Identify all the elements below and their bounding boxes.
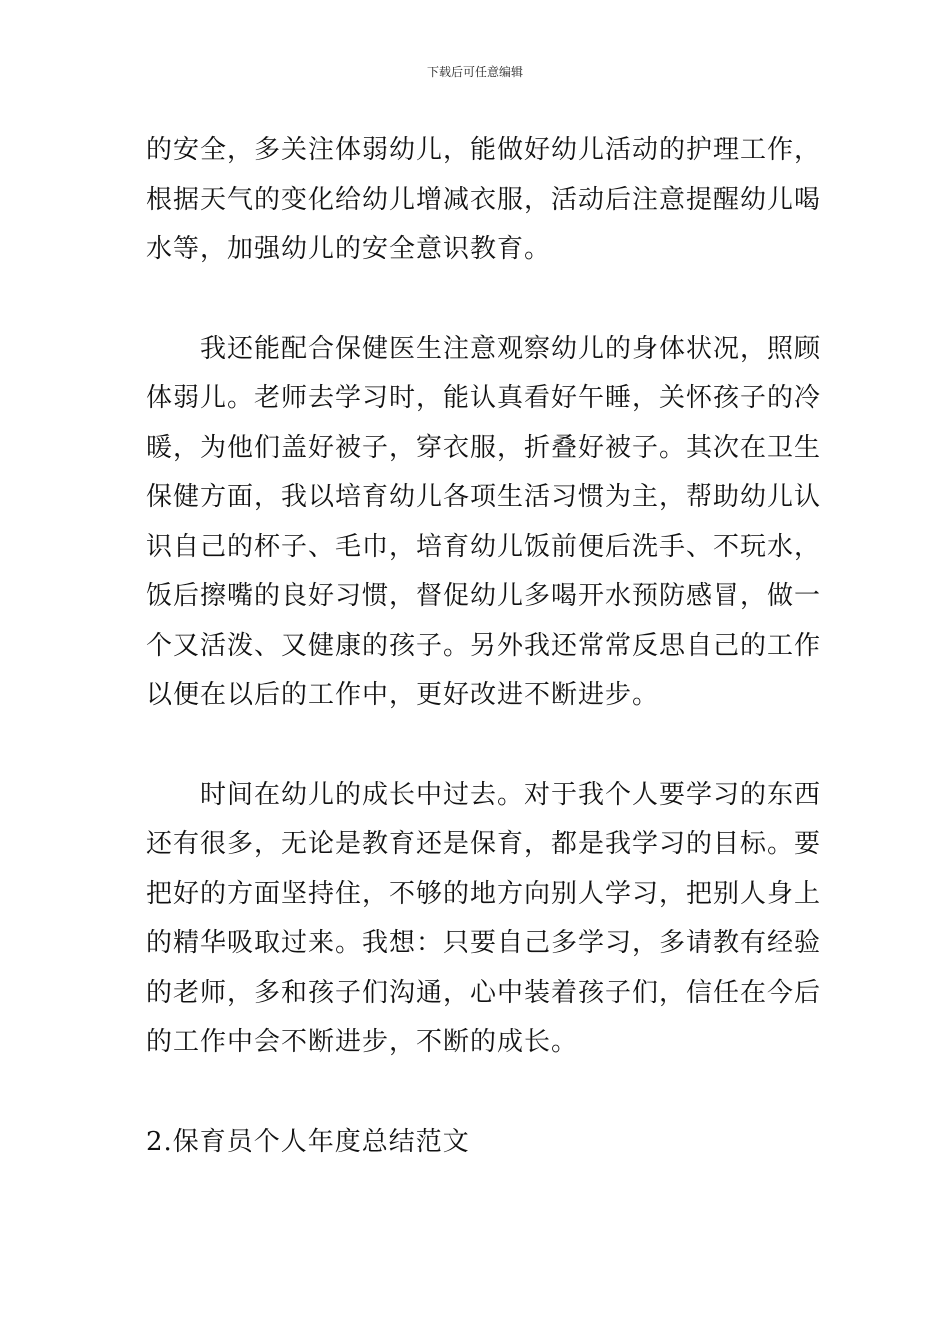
paragraph-line: 体弱儿。老师去学习时，能认真看好午睡，关怀孩子的冷: [146, 383, 822, 413]
paragraph-line: 根据天气的变化给幼儿增减衣服，活动后注意提醒幼儿喝: [146, 184, 822, 215]
paragraph-spacer: [146, 721, 806, 771]
paragraph-line: 个又活泼、又健康的孩子。另外我还常常反思自己的工作: [146, 630, 822, 661]
paragraph-3: [146, 771, 822, 1068]
paragraph-1: [146, 126, 822, 275]
paragraph-line: 识自己的杯子、毛巾，培育幼儿饭前便后洗手、不玩水，: [146, 531, 822, 562]
paragraph-line: 水等，加强幼儿的安全意识教育。: [146, 234, 552, 264]
paragraph-line: 以便在以后的工作中，更好改进不断进步。: [146, 680, 660, 710]
paragraph-line: 时间在幼儿的成长中过去。对于我个人要学习的东西: [200, 779, 822, 810]
paragraph-2: [146, 325, 822, 721]
paragraph-line: 把好的方面坚持住，不够的地方向别人学习，把别人身上: [146, 878, 822, 909]
paragraph-line: 的工作中会不断进步，不断的成长。: [146, 1027, 579, 1057]
page-header-note: 下载后可任意编辑: [426, 65, 523, 79]
document-body: [146, 126, 822, 1167]
paragraph-line: 的精华吸取过来。我想：只要自己多学习，多请教有经验: [146, 928, 822, 958]
paragraph-line: 暖，为他们盖好被子，穿衣服，折叠好被子。其次在卫生: [146, 432, 822, 463]
paragraph-line: 我还能配合保健医生注意观察幼儿的身体状况，照顾: [200, 333, 822, 364]
paragraph-line: 的安全，多关注体弱幼儿，能做好幼儿活动的护理工作，: [146, 135, 822, 165]
paragraph-spacer: [146, 1068, 806, 1118]
paragraph-line: 保健方面，我以培育幼儿各项生活习惯为主，帮助幼儿认: [146, 482, 822, 512]
paragraph-line: 饭后擦嘴的良好习惯，督促幼儿多喝开水预防感冒，做一: [146, 581, 822, 611]
section-heading: 2.保育员个人年度总结范文: [146, 1126, 470, 1157]
paragraph-line: 还有很多，无论是教育还是保育，都是我学习的目标。要: [146, 829, 822, 859]
paragraph-spacer: [146, 275, 806, 325]
paragraph-line: 的老师，多和孩子们沟通，心中装着孩子们，信任在今后: [146, 977, 822, 1008]
